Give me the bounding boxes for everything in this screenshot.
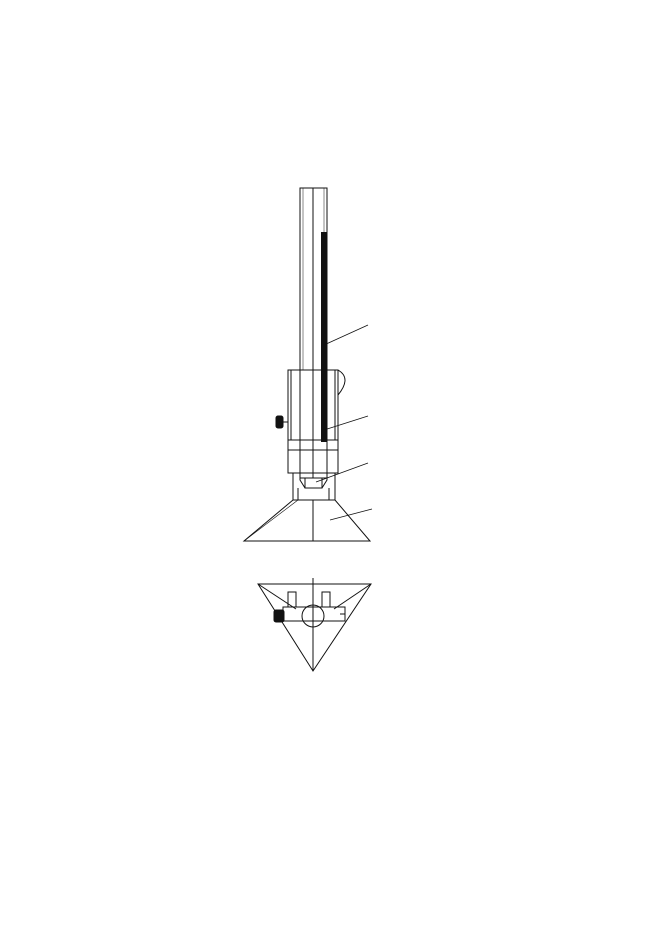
measuring-rod	[300, 188, 327, 478]
base	[244, 500, 370, 541]
vernier-slider	[288, 370, 345, 473]
plan-view	[258, 578, 371, 671]
lock-screw-icon	[276, 416, 288, 428]
